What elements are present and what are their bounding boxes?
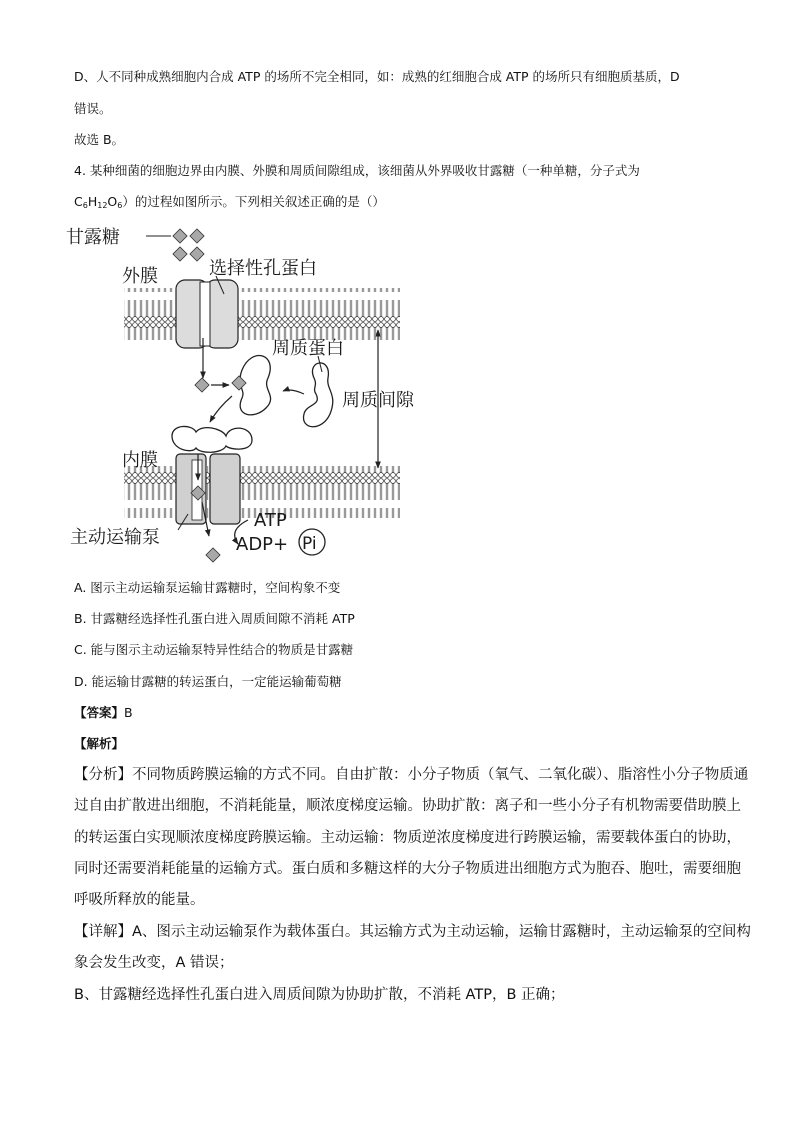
analysis-line-1: 【分析】不同物质跨膜运输的方式不同。自由扩散：小分子物质（氧气、二氧化碳）、脂溶性小分子物质通: [74, 767, 749, 783]
outer-membrane-bilayer: [124, 288, 400, 340]
answer-tag: 【答案】: [74, 705, 125, 720]
option-b: B. 甘露糖经选择性孔蛋白进入周质间隙不消耗 ATP: [74, 611, 355, 626]
analysis-line-2: 过自由扩散进出细胞，不消耗能量，顺浓度梯度运输。协助扩散：离子和一些小分子有机物需要借助膜上: [74, 798, 741, 814]
analysis-line-3: 的转运蛋白实现顺浓度梯度跨膜运输。主动运输：物质逆浓度梯度进行跨膜运输，需要载体蛋白的协助，: [74, 830, 741, 846]
label-pi: Pi: [302, 534, 317, 554]
detail-line-1: 【详解】A、图示主动运输泵作为载体蛋白。其运输方式为主动运输，运输甘露糖时，主动运输泵的空间构: [74, 924, 751, 940]
mannose-in-periplasm: [195, 378, 209, 392]
label-selective-pore: 选择性孔蛋白: [209, 258, 317, 279]
option-c: C. 能与图示主动运输泵特异性结合的物质是甘露糖: [74, 642, 354, 657]
periplasmic-protein-free: [304, 363, 333, 427]
answer-line: [74, 704, 133, 722]
formula-sub-6a: 6: [82, 201, 88, 210]
label-periplasmic-protein: 周质蛋白: [272, 338, 344, 359]
choose-line: 故选 B。: [74, 132, 125, 147]
label-active-pump: 主动运输泵: [70, 527, 160, 548]
mannose-molecules: [173, 229, 204, 261]
question-stem-line-2: [74, 193, 385, 215]
label-atp: ATP: [254, 510, 287, 531]
formula-sub-6b: 6: [117, 201, 123, 210]
label-adp: ADP+: [236, 534, 289, 555]
active-transport-pump: [172, 426, 252, 524]
label-inner-membrane: 内膜: [122, 450, 158, 471]
stem-rest: ）的过程如图所示。下列相关叙述正确的是（）: [122, 194, 385, 209]
detail-line-3: B、甘露糖经选择性孔蛋白进入周质间隙为协助扩散，不消耗 ATP，B 正确；: [74, 987, 565, 1003]
option-a: A. 图示主动运输泵运输甘露糖时，空间构象不变: [74, 580, 341, 595]
formula-c: C: [74, 194, 83, 209]
label-periplasmic-space: 周质间隙: [342, 390, 414, 411]
analysis-line-4: 同时还需要消耗能量的运输方式。蛋白质和多糖这样的大分子物质进出细胞方式为胞吞、胞吐，需要细胞: [74, 861, 741, 877]
detail-line-2: 象会发生改变，A 错误；: [74, 955, 234, 971]
analysis-line-5: 呼吸所释放的能量。: [74, 892, 205, 908]
question-stem-line-1: 4. 某种细菌的细胞边界由内膜、外膜和周质间隙组成，该细菌从外界吸收甘露糖（一种单糖，分子式为: [74, 163, 640, 178]
label-mannose: 甘露糖: [66, 227, 120, 248]
periplasmic-protein-bound: [240, 356, 271, 415]
answer-d-line-1: D、人不同种成熟细胞内合成 ATP 的场所不完全相同，如：成熟的红细胞合成 ATP 的场所只有细胞质基质，D: [74, 69, 680, 84]
answer-value: B: [124, 705, 133, 720]
analysis-tag: 【解析】: [74, 736, 125, 751]
option-d: D. 能运输甘露糖的转运蛋白，一定能运输葡萄糖: [74, 674, 342, 689]
answer-d-line-2: 错误。: [74, 101, 112, 116]
mannose-transport-figure: [66, 218, 426, 570]
formula-h: H: [87, 194, 98, 209]
formula-o: O: [107, 194, 118, 209]
selective-pore-protein: [176, 280, 238, 348]
label-outer-membrane: 外膜: [122, 266, 158, 287]
formula-sub-12: 12: [97, 201, 108, 210]
